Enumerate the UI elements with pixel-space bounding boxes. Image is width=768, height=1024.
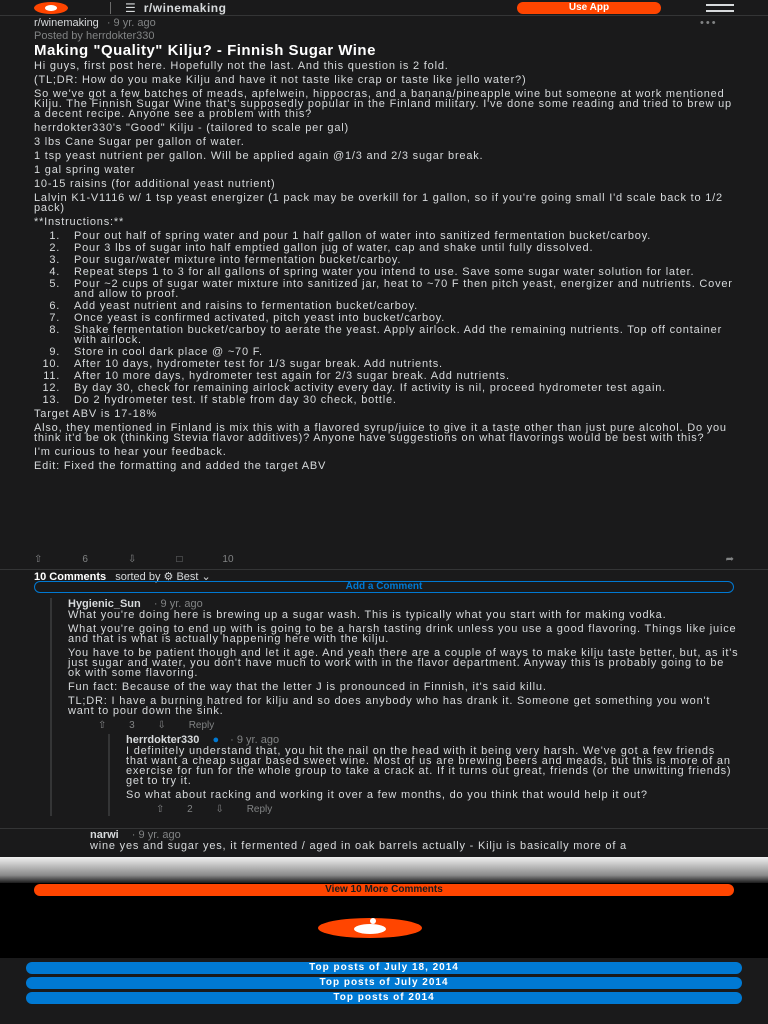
post-paragraph: I'm curious to hear your feedback. (34, 446, 227, 458)
comment-paragraph: I definitely understand that, you hit the nail on the head with it being very harsh. We've got a few friends that want a cheap sugar based sweet wine. Most of us are brewing beers and meads, but this is more of an exercise for fun for the whole group to take a crack at. If it turns out great, friends (or the unwitting friends) get to try it. (126, 745, 732, 787)
content-fade-overlay (0, 857, 768, 883)
instruction-step: 4. Repeat steps 1 to 3 for all gallons of spring water you intend to use. Save some sugar water solution for later. (64, 267, 734, 277)
view-more-comments-button[interactable]: View 10 More Comments (34, 884, 734, 896)
upvote-icon[interactable]: ⇧ (156, 804, 165, 815)
instruction-step: 3. Pour sugar/water mixture into fermentation bucket/carboy. (64, 255, 734, 265)
post-subreddit-link[interactable]: r/winemaking (34, 17, 99, 29)
reddit-logo-icon[interactable] (34, 2, 68, 14)
sort-label: sorted by (115, 571, 161, 583)
sort-dropdown[interactable]: Best (176, 571, 199, 583)
post-edit-note: Edit: Fixed the formatting and added the target ABV (34, 460, 327, 472)
post-actions-bar (34, 553, 734, 565)
post-byline[interactable]: Posted by herrdokter330 (34, 30, 155, 42)
instruction-step: 13. Do 2 hydrometer test. If stable from day 30 check, bottle. (64, 395, 734, 405)
target-abv: Target ABV is 17-18% (34, 408, 158, 420)
comment-actions (156, 804, 740, 816)
downvote-icon[interactable]: ⇩ (127, 553, 137, 565)
comment-author[interactable]: herrdokter330 (126, 734, 200, 746)
reply-thread (108, 734, 740, 816)
comment-actions (98, 720, 740, 732)
instruction-step: 8. Shake fermentation bucket/carboy to aerate the yeast. Apply airlock. Add the remaining nutrients. Top off container with airlock. (64, 325, 734, 345)
post-paragraph: Lalvin K1-V1116 w/ 1 tsp yeast energizer (1 pack may be overkill for 1 gallon, so if you're going small I'd scale back to 1/2 pack) (34, 192, 723, 214)
op-badge-icon: ● (212, 734, 220, 746)
downvote-icon[interactable]: ⇩ (157, 720, 166, 731)
post-vote-count: 6 (82, 553, 88, 565)
comment-vote-count: 2 (187, 804, 193, 815)
upvote-icon[interactable]: ⇧ (34, 553, 43, 565)
sort-icon[interactable]: ⚙ (163, 571, 177, 583)
post-meta (34, 16, 734, 30)
upvote-icon[interactable]: ⇧ (98, 720, 107, 731)
reply-button[interactable]: Reply (246, 804, 273, 815)
snoo-antenna-icon (370, 918, 376, 924)
post-paragraph: herrdokter330's "Good" Kilju - (tailored to scale per gal) (34, 122, 349, 134)
post-paragraph: (TL;DR: How do you make Kilju and have it not taste like crap or taste like jello water?) (34, 74, 527, 86)
comment-paragraph: So what about racking and working it over a few months, do you think that would help it out? (126, 789, 648, 801)
post-paragraph: So we've got a few batches of meads, apfelwein, hippocras, and a banana/pineapple wine but someone at work mentioned Kilju. The Finnish Sugar Wine that's supposedly popular in the Finland military. I've done some reading and tried to brew up a decent recipe. Anyone see a problem with this? (34, 88, 732, 120)
comment-body (126, 746, 740, 800)
top-posts-day-link[interactable]: Top posts of July 18, 2014 (26, 962, 742, 974)
comment-paragraph: What you're going to end up with is going to be a harsh tasting drink unless you use a good flavoring. Things like juice and that is what is actually happening here with the kilju. (68, 623, 737, 645)
post-body (34, 61, 734, 471)
instruction-step: 6. Add yeast nutrient and raisins to fermentation bucket/carboy. (64, 301, 734, 311)
post-paragraph: **Instructions:** (34, 216, 125, 228)
post-paragraph: Also, they mentioned in Finland is mix this with a flavored syrup/juice to give it a taste other than just pure alcohol. Do you think it'd be ok (thinking Stevia flavor additives)? Anyone have suggestions on what flavorings would be best with this? (34, 422, 727, 444)
nav-divider (110, 2, 111, 14)
post-age: · 9 yr. ago (106, 17, 156, 29)
top-posts-links (0, 958, 768, 1024)
use-app-button[interactable]: Use App (517, 2, 661, 14)
comment-age: · 9 yr. ago (131, 829, 181, 841)
post-container (0, 16, 768, 569)
downvote-icon[interactable]: ⇩ (215, 804, 224, 815)
instruction-step: 10. After 10 days, hydrometer test for 1/3 sugar break. Add nutrients. (64, 359, 734, 369)
comments-section (0, 569, 768, 857)
instruction-step: 9. Store in cool dark place @ ~70 F. (64, 347, 734, 357)
share-icon[interactable]: ➦ (725, 553, 734, 565)
post-paragraph: 1 gal spring water (34, 164, 136, 176)
instruction-step: 7. Once yeast is confirmed activated, pitch yeast into bucket/carboy. (64, 313, 734, 323)
instruction-step: 2. Pour 3 lbs of sugar into half emptied gallon jug of water, cap and shake until fully dissolved. (64, 243, 734, 253)
comment-body (68, 610, 740, 716)
comment-paragraph: You have to be patient though and let it age. And yeah there are a couple of ways to make kilju taste better, but, as it's just sugar and water, you don't have much to work with in the flavor department. Anyway this is probably going to be ok with some flavoring. (68, 647, 739, 679)
hamburger-menu-icon[interactable] (706, 4, 734, 12)
instruction-step: 12. By day 30, check for remaining airlock activity every day. If activity is nil, proceed hydrometer test again. (64, 383, 734, 393)
comment-paragraph: What you're doing here is brewing up a sugar wash. This is typically what you start with for making vodka. (68, 609, 667, 621)
post-paragraph: 3 lbs Cane Sugar per gallon of water. (34, 136, 245, 148)
snoo-face-icon (354, 924, 386, 934)
comments-count: 10 Comments (34, 571, 107, 583)
instruction-step: 1. Pour out half of spring water and pour 1 half gallon of water into sanitized fermentation bucket/carboy. (64, 231, 734, 241)
comment-paragraph: wine yes and sugar yes, it fermented / aged in oak barrels actually - Kilju is basically more of a (90, 840, 627, 852)
comment-author[interactable]: Hygienic_Sun (68, 598, 141, 610)
reddit-logo-icon[interactable] (318, 918, 422, 938)
post-paragraph: 10-15 raisins (for additional yeast nutrient) (34, 178, 276, 190)
comment-vote-count: 3 (129, 720, 135, 731)
comment-thread (0, 828, 768, 857)
chevron-down-icon[interactable]: ⌄ (201, 571, 211, 583)
reply-button[interactable]: Reply (188, 720, 215, 731)
post-title[interactable]: Making "Quality" Kilju? - Finnish Sugar Wine (34, 42, 376, 59)
comment-paragraph: Fun fact: Because of the way that the letter J is pronounced in Finnish, it's said killu. (68, 681, 547, 693)
comment-thread (50, 598, 740, 816)
top-posts-year-link[interactable]: Top posts of 2014 (26, 992, 742, 1004)
comment-icon[interactable]: □ (176, 553, 183, 565)
comment-age: · 9 yr. ago (230, 734, 280, 746)
post-more-options-icon[interactable]: ••• (700, 17, 718, 29)
comment-paragraph: TL;DR: I have a burning hatred for kilju and so does anybody who has drank it. Someone get something you won't want to pour down the sink. (68, 695, 711, 717)
instruction-step: 11. After 10 more days, hydrometer test again for 2/3 sugar break. Add nutrients. (64, 371, 734, 381)
comment-age: · 9 yr. ago (153, 598, 203, 610)
subreddit-name[interactable]: r/winemaking (143, 0, 227, 15)
post-comment-count: 10 (222, 553, 234, 565)
top-posts-month-link[interactable]: Top posts of July 2014 (26, 977, 742, 989)
post-paragraph: Hi guys, first post here. Hopefully not the last. And this question is 2 fold. (34, 60, 449, 72)
comment-body (90, 841, 768, 851)
comment-author[interactable]: narwi (90, 829, 119, 841)
add-comment-button[interactable]: Add a Comment (34, 581, 734, 593)
instruction-list (64, 231, 734, 405)
instruction-step: 5. Pour ~2 cups of sugar water mixture into sanitized jar, heat to ~70 F then pitch yeast, energizer and nutrients. Cover and allow to proof. (64, 279, 734, 299)
post-paragraph: 1 tsp yeast nutrient per gallon. Will be applied again @1/3 and 2/3 sugar break. (34, 150, 484, 162)
subreddit-icon[interactable]: ☰ (125, 0, 136, 15)
top-nav-bar (0, 0, 768, 16)
